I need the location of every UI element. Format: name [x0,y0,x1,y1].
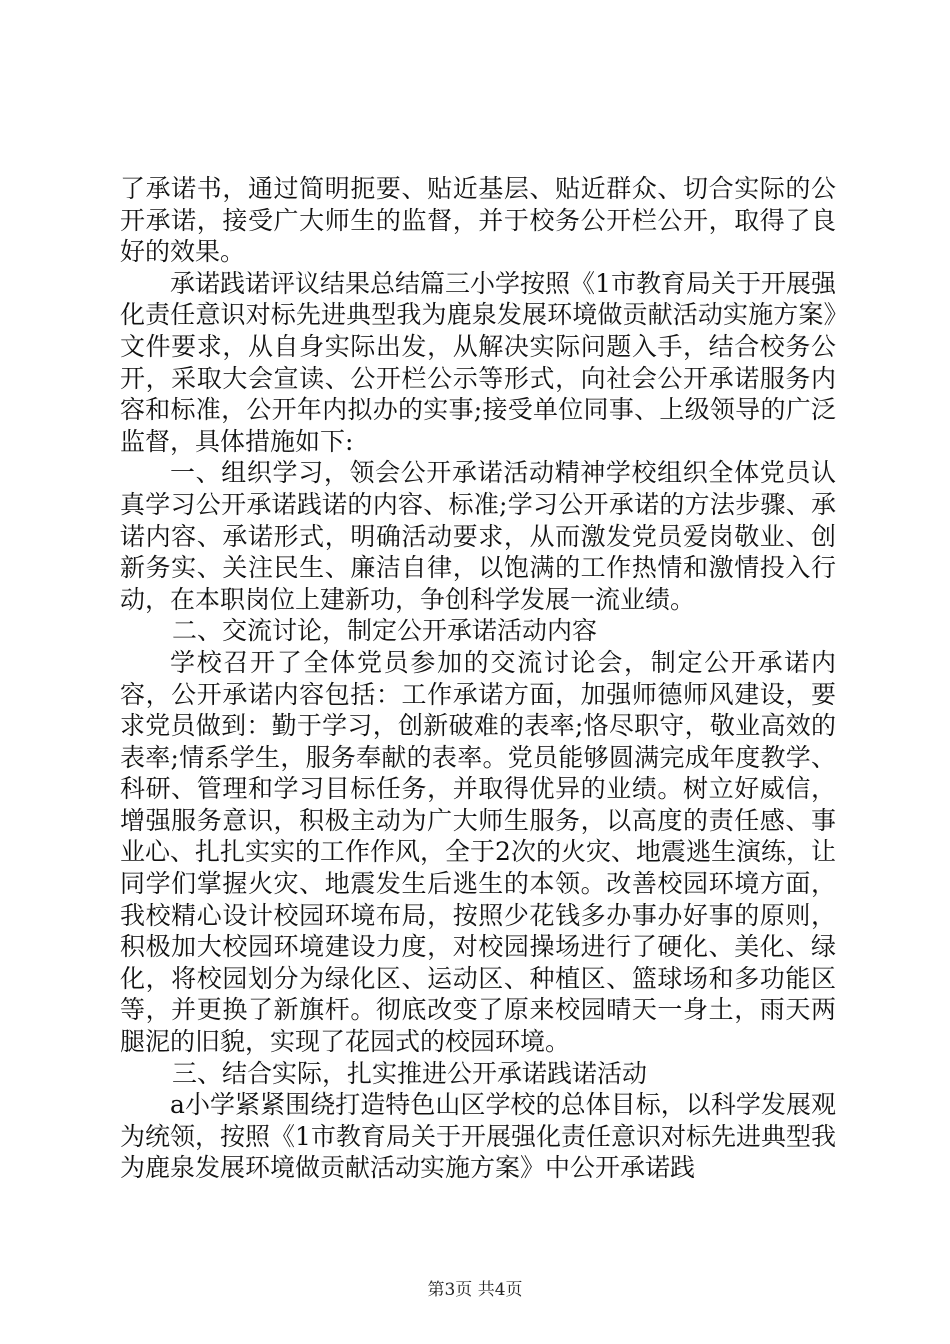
paragraph-intro: 承诺践诺评议结果总结篇三小学按照《1市教育局关于开展强化责任意识对标先进典型我为鹿泉发展环境做贡献活动实施方案》文件要求，从自身实际出发，从解决实际问题入手，结合校务公开，采取大会宣读、公开栏公示等形式，向社会公开承诺服务内容和标准，公开年内拟办的实事;接受单位同事、上级领导的广泛监督，具体措施如下: [120,268,836,456]
document-body [120,173,836,1184]
heading-section-three: 三、结合实际，扎实推进公开承诺践诺活动 [172,1058,648,1088]
paragraph-section-two: 学校召开了全体党员参加的交流讨论会，制定公开承诺内容，公开承诺内容包括：工作承诺方面，加强师德师风建设，要求党员做到：勤于学习，创新破难的表率;恪尽职守，敬业高效的表率;情系学生，服务奉献的表率。党员能够圆满完成年度教学、科研、管理和学习目标任务，并取得优异的业绩。树立好威信，增强服务意识，积极主动为广大师生服务，以高度的责任感、事业心、扎扎实实的工作作风，全于2次的火灾、地震逃生演练，让同学们掌握火灾、地震发生后逃生的本领。改善校园环境方面，我校精心设计校园环境布局，按照少花钱多办事办好事的原则，积极加大校园环境建设力度，对校园操场进行了硬化、美化、绿化，将校园划分为绿化区、运动区、种植区、篮球场和多功能区等，并更换了新旗杆。彻底改变了原来校园晴天一身土，雨天两腿泥的旧貌，实现了花园式的校园环境。 [120,647,836,1057]
paragraph-section-three: a小学紧紧围绕打造特色山区学校的总体目标，以科学发展观为统领，按照《1市教育局关于开展强化责任意识对标先进典型我为鹿泉发展环境做贡献活动实施方案》中公开承诺践 [120,1090,836,1183]
paragraph-section-one: 一、组织学习，领会公开承诺活动精神学校组织全体党员认真学习公开承诺践诺的内容、标准;学习公开承诺的方法步骤、承诺内容、承诺形式，明确活动要求，从而激发党员爱岗敬业、创新务实、关注民生、廉洁自律，以饱满的工作热情和激情投入行动，在本职岗位上建新功，争创科学发展一流业绩。 [120,458,836,614]
heading-section-two: 二、交流讨论，制定公开承诺活动内容 [172,616,598,646]
paragraph-continuation: 了承诺书，通过简明扼要、贴近基层、贴近群众、切合实际的公开承诺，接受广大师生的监督，并于校务公开栏公开，取得了良好的效果。 [120,174,836,267]
page-number-footer: 第3页 共4页 [427,1280,523,1300]
